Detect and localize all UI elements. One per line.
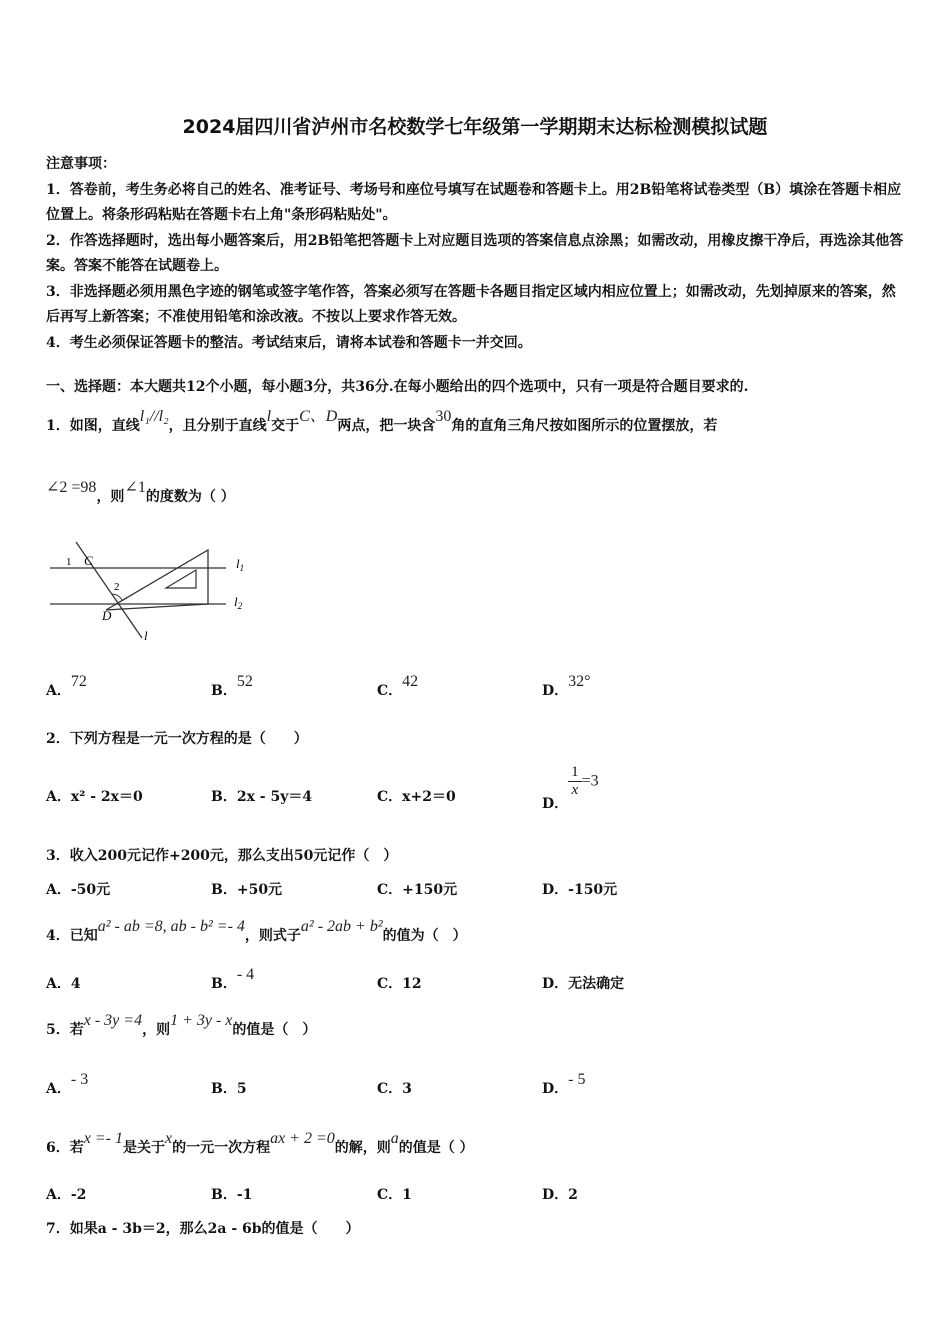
q2-option-a[interactable]: A．x² - 2x＝0 xyxy=(46,789,143,805)
label-angle-2: 2 xyxy=(114,581,120,593)
q1-option-a-value: 72 xyxy=(70,673,87,690)
q3-option-d[interactable]: D．-150元 xyxy=(542,882,618,898)
q4-text-3: 的值为（ ） xyxy=(382,928,467,944)
q6-option-a-value: -2 xyxy=(70,1187,87,1203)
q3-option-d-value: -150元 xyxy=(568,882,618,898)
q1-math-cd: C、D xyxy=(299,408,338,425)
q5-text-3: 的值是（ ） xyxy=(232,1022,317,1038)
notes-item-1: 1．答卷前，考生务必将自己的姓名、准考证号、考场号和座位号填写在试题卷和答题卡上。用2B铅笔将试卷类型（B）填涂在答题卡相应位置上。将条形码粘贴在答题卡右上角"条形码粘贴处"。 xyxy=(46,181,902,223)
q1-option-d-value: 32° xyxy=(568,673,591,690)
q6-text-5: 的值是（ ） xyxy=(398,1140,474,1156)
q1-option-b-value: 52 xyxy=(236,673,253,690)
q3-option-a[interactable]: A．-50元 xyxy=(46,882,111,898)
q6-math-equation: ax + 2 =0 xyxy=(270,1130,335,1147)
q3-option-b[interactable]: B．+50元 xyxy=(211,882,283,898)
q4-option-d[interactable]: D．无法确定 xyxy=(542,976,625,992)
q4-option-c-value: 12 xyxy=(402,976,422,992)
q6-option-b[interactable]: B．-1 xyxy=(211,1187,253,1203)
q4-option-b[interactable]: B．- 4 xyxy=(211,966,255,992)
label-l1: $l_1$ xyxy=(236,556,245,573)
q6-option-d-value: 2 xyxy=(568,1187,578,1203)
q1-option-c[interactable]: C．42 xyxy=(377,673,419,699)
label-c: C xyxy=(84,553,93,568)
q5-option-a[interactable]: A．- 3 xyxy=(46,1071,89,1097)
q2-option-c-value: x+2＝0 xyxy=(402,789,456,805)
question-6-stem xyxy=(46,1130,474,1157)
q1-text-4: 两点，把一块含 xyxy=(337,418,436,434)
q5-option-b[interactable]: B．5 xyxy=(211,1081,247,1097)
q4-text-1: 4．已知 xyxy=(46,928,98,944)
q5-option-d[interactable]: D．- 5 xyxy=(542,1071,586,1097)
q5-math-expr: 1 + 3y - x xyxy=(170,1012,233,1029)
q6-option-c-value: 1 xyxy=(402,1187,412,1203)
q1-math-angle1: ∠1 xyxy=(124,479,146,496)
question-2-stem: 2．下列方程是一元一次方程的是（ ） xyxy=(46,731,308,747)
page-title: 2024届四川省泸州市名校数学七年级第一学期期末达标检测模拟试题 xyxy=(182,116,768,138)
q5-math-given: x - 3y =4 xyxy=(83,1012,143,1029)
q1-text-5: 角的直角三角尺按如图所示的位置摆放，若 xyxy=(451,418,718,434)
q5-option-c-value: 3 xyxy=(402,1081,412,1097)
question-4-stem xyxy=(46,918,467,945)
q5-text-1: 5．若 xyxy=(46,1022,84,1038)
q6-text-4: 的解，则 xyxy=(334,1140,391,1156)
q3-option-c-value: +150元 xyxy=(402,882,458,898)
notes-item-2: 2．作答选择题时，选出每小题答案后，用2B铅笔把答题卡上对应题目选项的答案信息点涂黑；如需改动，用橡皮擦干净后，再选涂其他答案。答案不能答在试题卷上。 xyxy=(46,232,904,274)
q4-option-d-value: 无法确定 xyxy=(568,976,625,992)
q2-option-d-rest: =3 xyxy=(581,772,599,790)
q2-option-b[interactable]: B．2x - 5y＝4 xyxy=(211,789,313,805)
section-heading: 一、选择题：本大题共12个小题，每小题3分，共36分.在每小题给出的四个选项中，只有一项是符合题目要求的. xyxy=(46,379,749,395)
q2-option-c[interactable]: C．x+2＝0 xyxy=(377,789,456,805)
q6-math-var: x xyxy=(164,1130,173,1147)
q1-text-2: ，且分别于直线 xyxy=(168,418,267,434)
question-5-stem xyxy=(46,1012,317,1039)
notes-item-3: 3．非选择题必须用黑色字迹的钢笔或签字笔作答，答案必须写在答题卡各题目指定区域内相应位置上；如需改动，先划掉原来的答案，然后再写上新答案；不准使用铅笔和涂改液。不按以上要求作答无效。 xyxy=(46,283,896,325)
q5-option-d-value: - 5 xyxy=(568,1071,586,1088)
q1-option-b[interactable]: B．52 xyxy=(211,673,253,699)
notes-section xyxy=(46,152,908,356)
q2-option-a-value: x² - 2x＝0 xyxy=(70,789,143,805)
q6-text-1: 6．若 xyxy=(46,1140,84,1156)
q5-option-a-value: - 3 xyxy=(70,1071,89,1088)
label-l: l xyxy=(144,628,148,643)
q1-text-7: 的度数为（ ） xyxy=(145,489,235,505)
q6-option-a[interactable]: A．-2 xyxy=(46,1187,87,1203)
q4-option-c[interactable]: C．12 xyxy=(377,976,422,992)
q6-option-b-value: -1 xyxy=(236,1187,253,1203)
q4-option-a-value: 4 xyxy=(70,976,81,992)
q4-option-a[interactable]: A．4 xyxy=(46,976,81,992)
triangle-ruler-outer xyxy=(106,550,208,610)
q1-text-3: 交于 xyxy=(271,418,300,434)
q1-math-angle2: ∠2 =98 xyxy=(46,479,97,496)
q2-option-d[interactable]: D． $\frac{1}{x}$ =3 xyxy=(542,764,599,812)
label-angle-1: 1 xyxy=(66,556,72,568)
q6-math-a: a xyxy=(390,1130,399,1147)
q4-option-b-value: - 4 xyxy=(236,966,255,983)
q6-text-3: 的一元一次方程 xyxy=(172,1140,271,1156)
question-3-stem: 3．收入200元记作+200元，那么支出50元记作（ ） xyxy=(46,848,398,864)
question-7-stem: 7．如果a - 3b＝2，那么2a - 6b的值是（ ） xyxy=(46,1221,360,1237)
notes-heading: 注意事项： xyxy=(46,156,116,172)
q3-option-b-value: +50元 xyxy=(236,882,283,898)
q5-option-b-value: 5 xyxy=(236,1081,247,1097)
q1-figure xyxy=(46,538,256,648)
q4-text-2: ，则式子 xyxy=(244,928,301,944)
q1-math-parallel: l₁//l₂ xyxy=(139,408,169,425)
question-1-line-1 xyxy=(46,408,718,435)
q3-option-a-value: -50元 xyxy=(70,882,111,898)
q6-option-c[interactable]: C．1 xyxy=(377,1187,412,1203)
q4-math-expr: a² - 2ab + b² xyxy=(300,918,383,935)
q2-option-d-fraction: $\frac{1}{x}$ xyxy=(568,764,582,799)
notes-item-4: 4．考生必须保证答题卡的整洁。考试结束后，请将本试卷和答题卡一并交回。 xyxy=(46,334,532,351)
q1-math-30: 30 xyxy=(435,408,452,425)
q5-option-c[interactable]: C．3 xyxy=(377,1081,412,1097)
q1-text-1: 1．如图，直线 xyxy=(46,418,140,434)
q3-option-c[interactable]: C．+150元 xyxy=(377,882,458,898)
label-l2: $l_2$ xyxy=(234,594,243,611)
question-1-line-2 xyxy=(46,479,235,506)
q1-text-6: ，则 xyxy=(96,489,125,505)
q6-option-d[interactable]: D．2 xyxy=(542,1187,578,1203)
q1-math-l: l xyxy=(266,408,272,425)
q6-text-2: 是关于 xyxy=(122,1140,165,1156)
q1-option-c-value: 42 xyxy=(402,673,419,690)
q2-option-b-value: 2x - 5y＝4 xyxy=(236,789,313,805)
q6-math-x: x =- 1 xyxy=(83,1130,123,1147)
label-d: D xyxy=(102,608,112,623)
q1-option-a[interactable]: A．72 xyxy=(46,673,87,699)
q1-option-d[interactable]: D．32° xyxy=(542,673,591,699)
q5-text-2: ，则 xyxy=(142,1022,171,1038)
q4-math-given: a² - ab =8, ab - b² =- 4 xyxy=(97,918,245,935)
